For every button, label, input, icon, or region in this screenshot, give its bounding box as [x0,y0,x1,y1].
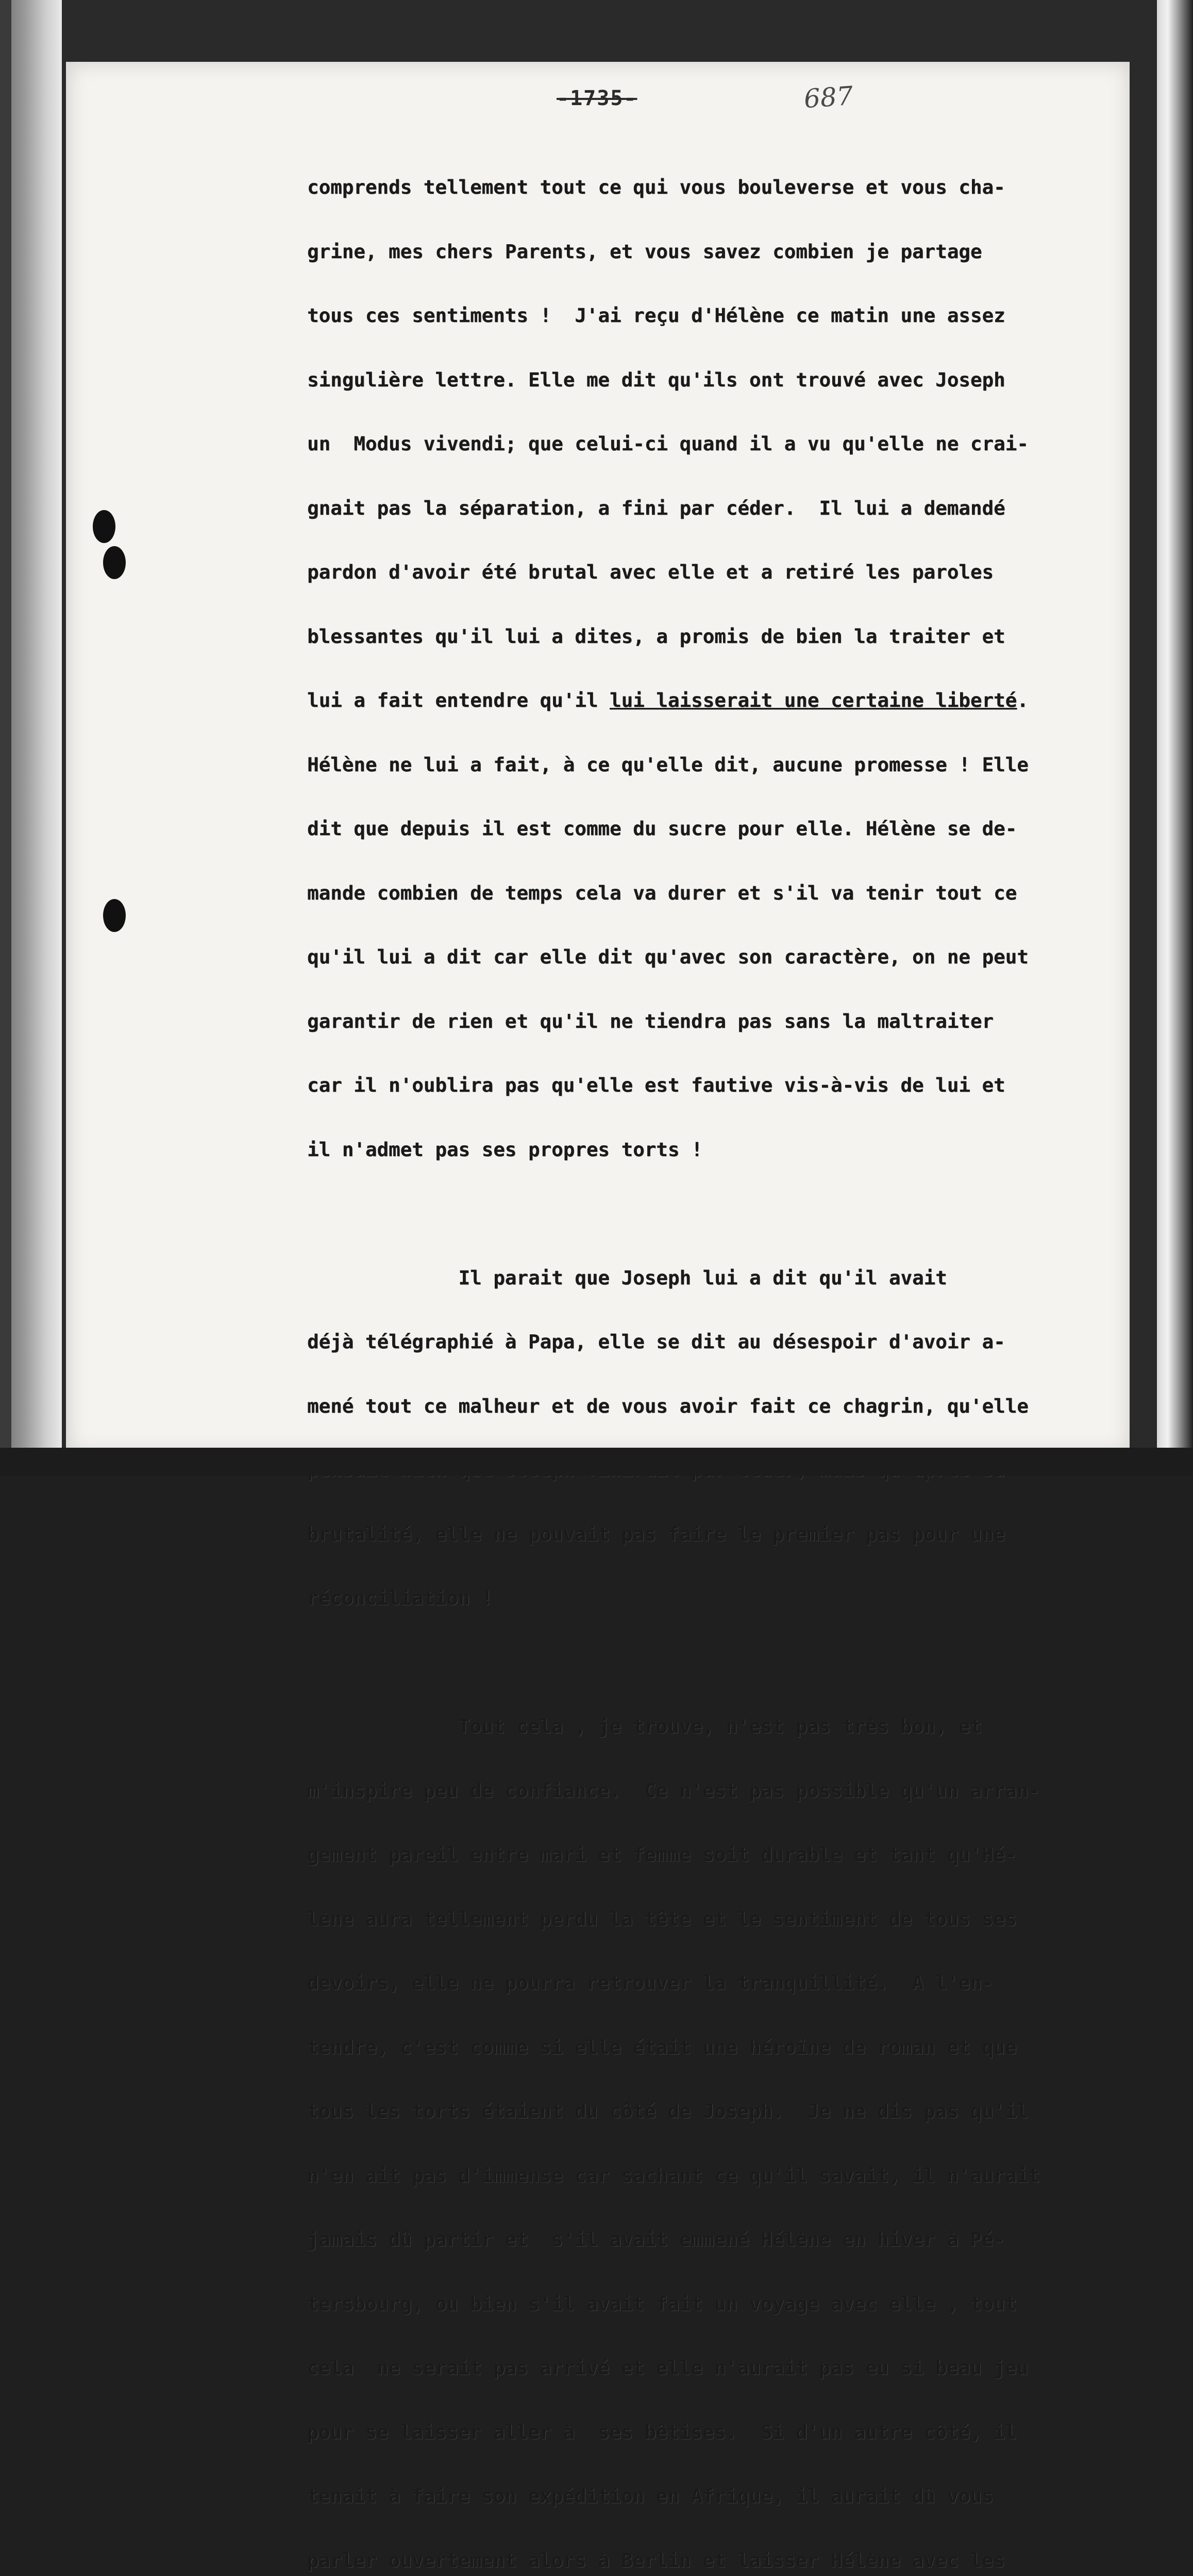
punch-hole [103,546,126,579]
text-line: pardon d'avoir été brutal avec elle et a retiré les paroles [307,561,994,583]
handwritten-folio-number: 687 [803,80,854,114]
text-line: un Modus vivendi; que celui-ci quand il a vu qu'elle ne crai- [307,432,1029,455]
text-line: lène aura tellement perdu la tête et le sentiment de tous ses [307,1907,1017,1930]
page-number: -1735- [557,87,637,110]
text-segment: . [1017,689,1029,711]
text-line: n'en ait pas d'immense car sachant ce qu'il savait, il n'aurait [307,2164,1040,2187]
text-line: gement pareil entre mari et femme soit durable et tant qu'Hé- [307,1843,1017,1866]
text-line: gnait pas la séparation, a fini par céder. Il lui a demandé [307,496,1005,519]
text-line: parler ouvertement alors à Berlin et laisser Hélène avec les [307,2549,1005,2572]
text-segment: lui a fait entendre qu'il [307,689,610,711]
paper-stack-edge [1157,0,1193,1476]
paragraph-gap [307,1652,1111,1674]
text-line: Tout cela , je trouve, n'est pas très bon, et [307,1715,982,1738]
paragraph-gap [307,1203,1111,1225]
text-line: grine, mes chers Parents, et vous savez combien je partage [307,240,982,263]
text-line: Il parait que Joseph lui a dit qu'il avait [307,1266,947,1289]
text-line: comprends tellement tout ce qui vous bouleverse et vous cha- [307,176,1005,198]
text-line: car il n'oublira pas qu'elle est fautive vis-à-vis de lui et [307,1074,1005,1096]
text-line: devoirs, elle ne pourra retrouver la tranquillité. A l'en- [307,1972,994,1994]
text-line: tenait à faire son expédition en Afrique, il aurait dû vous [307,2485,994,2507]
text-line: m'inspire peu de confiance. Ce n'est pas possible qu'un arran- [307,1779,1040,1802]
text-line: garantir de rien et qu'il ne tiendra pas sans la maltraiter [307,1009,994,1032]
punch-hole [93,510,115,543]
text-line [307,690,1111,711]
text-line: cela ne serait pas arrivé et elle n'aurait pas eu si beau jeu [307,2357,1029,2379]
text-line: brutalité, elle ne pouvait pas faire le premier pas pour une [307,1522,1005,1546]
text-line: il n'admet pas ses propres torts ! [307,1138,703,1161]
text-line: déjà télégraphié à Papa, elle se dit au désespoir d'avoir a- [307,1330,1005,1353]
text-line: tous ces sentiments ! J'ai reçu d'Hélène ce matin une assez [307,304,1005,327]
letter-body [307,134,1111,2576]
binder-strip [0,0,11,1476]
underlined-phrase: lui laisserait une certaine liberté [610,689,1017,711]
punch-hole [103,899,126,932]
text-line: qu'il lui a dit car elle dit qu'avec son caractère, on ne peut [307,945,1029,968]
text-line: pour se laisser aller à ses bêtises. Si d'un autre côté, il [307,2420,1017,2444]
text-line: mande combien de temps cela va durer et s'il va tenir tout ce [307,881,1017,904]
scan-bottom-edge [0,1448,1193,1476]
text-line: mené tout ce malheur et de vous avoir fait ce chagrin, qu'elle [307,1394,1029,1417]
text-line: blessantes qu'il lui a dites, a promis de bien la traiter et [307,624,1005,648]
text-line: dit que depuis il est comme du sucre pour elle. Hélène se de- [307,817,1017,840]
text-line: Hélène ne lui a fait, à ce qu'elle dit, aucune promesse ! Elle [307,753,1029,776]
text-line: tous les torts étaient du côté de Joseph. Je ne dis pas qu'il [307,2100,1029,2123]
binder-edge [0,0,62,1476]
text-line: tersbourg, ou bien s'il avait fait un voyage avec elle , tout [307,2292,1017,2315]
text-line: singulière lettre. Elle me dit qu'ils ont trouvé avec Joseph [307,368,1005,391]
text-line: jamais dû partir et s'il avait emmené Hélène en hiver à Pé- [307,2228,1005,2251]
text-line: réconciliation ! [307,1587,494,1609]
text-line: tendre, c'est comme si elle était une héroïne de roman et que [307,2036,1017,2059]
